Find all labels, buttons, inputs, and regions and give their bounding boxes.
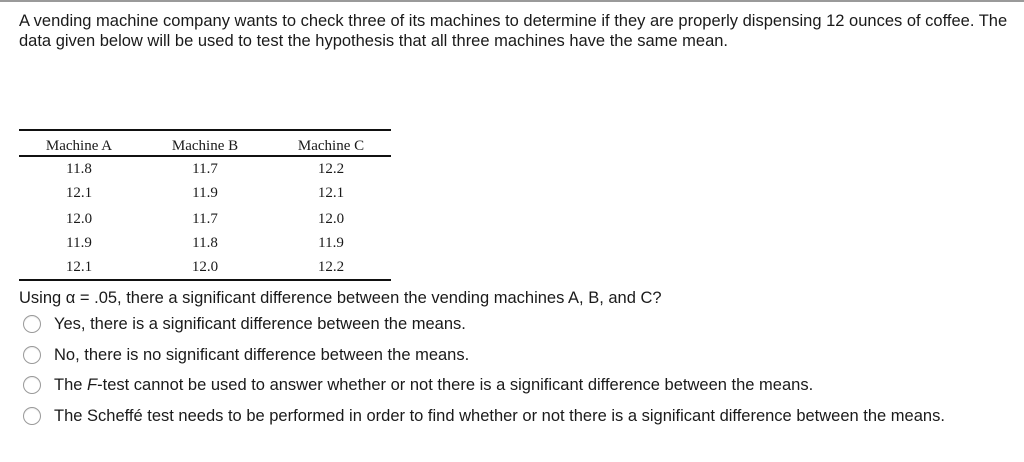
- table-cell: 11.8: [66, 161, 92, 177]
- table-top-rule: [19, 129, 391, 131]
- top-divider: [0, 0, 1024, 2]
- table-cell: 12.1: [65, 259, 93, 275]
- f-test-italic: F: [87, 376, 98, 394]
- table-cell: 11.9: [66, 235, 92, 251]
- table-cell: 11.8: [192, 235, 218, 251]
- option-label: Yes, there is a significant difference between the means.: [54, 315, 466, 333]
- header-machine-a: Machine A: [45, 138, 113, 154]
- radio-button[interactable]: [23, 315, 41, 333]
- table-cell: 12.1: [317, 185, 345, 201]
- radio-button[interactable]: [23, 346, 41, 364]
- option-label: The Scheffé test needs to be performed in order to find whether or not there is a significant difference between the means.: [54, 407, 945, 425]
- option-label: No, there is no significant difference between the means.: [54, 346, 470, 364]
- table-cell: 12.1: [65, 185, 93, 201]
- table-bottom-rule: [19, 279, 391, 281]
- radio-button[interactable]: [23, 376, 41, 394]
- header-machine-c: Machine C: [297, 138, 365, 154]
- table-cell: 12.0: [191, 259, 219, 275]
- question-text: A vending machine company wants to check three of its machines to determine if they are properly dispensing 12 ounces of coffee. The data given below will be used to test the hypothesis that all three machines have the same mean.: [19, 12, 1008, 50]
- radio-button[interactable]: [23, 407, 41, 425]
- header-machine-b: Machine B: [171, 138, 239, 154]
- table-cell: 11.7: [192, 161, 218, 177]
- table-cell: 12.2: [317, 161, 345, 177]
- table-cell: 12.0: [65, 211, 93, 227]
- table-cell: 11.7: [192, 211, 218, 227]
- option-label-suffix: -test cannot be used to answer whether or not there is a significant difference between the means.: [97, 376, 814, 394]
- option-label: [54, 374, 1004, 396]
- question-stem: Using α = .05, there a significant difference between the vending machines A, B, and C?: [19, 289, 662, 307]
- table-cell: 11.9: [318, 235, 344, 251]
- table-cell: 12.0: [317, 211, 345, 227]
- table-cell: 12.2: [317, 259, 345, 275]
- table-header-rule: [19, 155, 391, 157]
- table-cell: 11.9: [192, 185, 218, 201]
- option-label-prefix: The: [54, 376, 88, 394]
